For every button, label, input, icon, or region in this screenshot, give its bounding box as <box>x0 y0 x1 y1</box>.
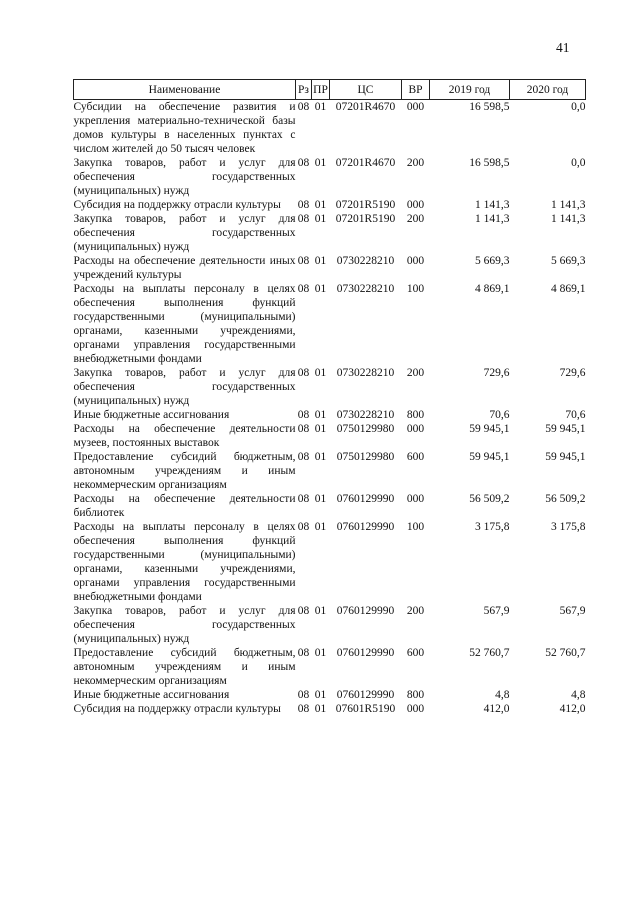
row-cs: 0760129990 <box>336 689 395 701</box>
row-rz: 08 <box>297 213 310 225</box>
row-2019: 52 760,7 <box>469 647 510 659</box>
row-name: Расходы на обеспечение деятельности иных учреждений культуры <box>73 255 296 281</box>
row-pr: 01 <box>314 493 327 505</box>
row-name: Расходы на обеспечение деятельности музеев, постоянных выставок <box>73 423 296 449</box>
row-2020: 3 175,8 <box>551 521 586 533</box>
row-name: Закупка товаров, работ и услуг для обеспечения государственных (муниципальных) нужд <box>73 157 296 197</box>
row-2020: 1 141,3 <box>551 199 586 211</box>
row-pr: 01 <box>314 157 327 169</box>
table-row <box>74 408 586 422</box>
header-pr: ПР <box>312 80 330 100</box>
row-2019: 1 141,3 <box>475 213 510 225</box>
row-rz: 08 <box>297 647 310 659</box>
table-row <box>74 492 586 520</box>
table-row <box>74 366 586 408</box>
table-row <box>74 688 586 702</box>
table-row <box>74 198 586 212</box>
row-vr: 800 <box>406 689 425 701</box>
row-name: Предоставление субсидий бюджетным, автономным учреждениям и иным некоммерческим организациям <box>73 647 296 687</box>
row-cs: 07201R4670 <box>335 101 396 113</box>
row-2019: 1 141,3 <box>475 199 510 211</box>
row-cs: 0730228210 <box>336 367 395 379</box>
row-2020: 4 869,1 <box>551 283 586 295</box>
row-2020: 52 760,7 <box>545 647 586 659</box>
row-cs: 0760129990 <box>336 605 395 617</box>
row-pr: 01 <box>314 521 327 533</box>
row-name: Закупка товаров, работ и услуг для обеспечения государственных (муниципальных) нужд <box>73 213 296 253</box>
row-rz: 08 <box>297 703 310 715</box>
table-row <box>74 282 586 366</box>
row-2019: 412,0 <box>483 703 510 715</box>
table-row <box>74 100 586 157</box>
row-name: Предоставление субсидий бюджетным, автономным учреждениям и иным некоммерческим организациям <box>73 451 296 491</box>
row-vr: 100 <box>406 283 425 295</box>
table-row <box>74 702 586 716</box>
row-2020: 5 669,3 <box>551 255 586 267</box>
row-2020: 1 141,3 <box>551 213 586 225</box>
row-2019: 5 669,3 <box>475 255 510 267</box>
row-pr: 01 <box>314 199 327 211</box>
row-rz: 08 <box>297 423 310 435</box>
table-row <box>74 520 586 604</box>
row-cs: 0730228210 <box>336 409 395 421</box>
header-name: Наименование <box>74 80 296 100</box>
row-2019: 16 598,5 <box>469 157 510 169</box>
row-vr: 200 <box>406 157 425 169</box>
row-2019: 56 509,2 <box>469 493 510 505</box>
row-vr: 000 <box>406 255 425 267</box>
row-rz: 08 <box>297 451 310 463</box>
row-2019: 16 598,5 <box>469 101 510 113</box>
row-2020: 0,0 <box>571 101 586 113</box>
row-cs: 0750129980 <box>336 423 395 435</box>
header-vr: ВР <box>402 80 430 100</box>
row-2019: 70,6 <box>489 409 510 421</box>
row-2020: 729,6 <box>559 367 586 379</box>
row-name: Расходы на выплаты персоналу в целях обеспечения выполнения функций государственными (муниципальными) органами, казенными учреждениями, органами управления государственными внебюджетными фондами <box>73 283 296 365</box>
row-vr: 200 <box>406 605 425 617</box>
row-pr: 01 <box>314 213 327 225</box>
row-2019: 4 869,1 <box>475 283 510 295</box>
row-pr: 01 <box>314 367 327 379</box>
row-2020: 412,0 <box>559 703 586 715</box>
row-cs: 0760129990 <box>336 647 395 659</box>
row-2020: 70,6 <box>565 409 586 421</box>
row-vr: 800 <box>406 409 425 421</box>
row-2020: 59 945,1 <box>545 423 586 435</box>
row-2019: 59 945,1 <box>469 423 510 435</box>
row-name: Субсидии на обеспечение развития и укрепления материально-технической базы домов культуры в населенных пунктах с числом жителей до 50 тысяч человек <box>73 101 296 155</box>
row-cs: 07201R5190 <box>335 213 396 225</box>
row-name: Закупка товаров, работ и услуг для обеспечения государственных (муниципальных) нужд <box>73 367 296 407</box>
table-header-row <box>74 80 586 100</box>
row-2019: 4,8 <box>495 689 510 701</box>
row-2020: 4,8 <box>571 689 586 701</box>
row-cs: 07201R4670 <box>335 157 396 169</box>
row-name: Иные бюджетные ассигнования <box>73 409 230 421</box>
header-2019: 2019 год <box>430 80 510 100</box>
row-vr: 000 <box>406 493 425 505</box>
row-pr: 01 <box>314 283 327 295</box>
row-rz: 08 <box>297 493 310 505</box>
row-2019: 567,9 <box>483 605 510 617</box>
row-vr: 200 <box>406 367 425 379</box>
row-2019: 729,6 <box>483 367 510 379</box>
table-row <box>74 254 586 282</box>
row-2019: 3 175,8 <box>475 521 510 533</box>
header-2020: 2020 год <box>510 80 586 100</box>
row-vr: 600 <box>406 451 425 463</box>
table-row <box>74 212 586 254</box>
row-cs: 07601R5190 <box>335 703 396 715</box>
row-name: Субсидия на поддержку отрасли культуры <box>73 199 281 211</box>
header-cs: ЦС <box>330 80 402 100</box>
row-rz: 08 <box>297 255 310 267</box>
row-pr: 01 <box>314 423 327 435</box>
table-row <box>74 646 586 688</box>
row-name: Закупка товаров, работ и услуг для обеспечения государственных (муниципальных) нужд <box>73 605 296 645</box>
row-rz: 08 <box>297 689 310 701</box>
table-row <box>74 422 586 450</box>
row-cs: 0730228210 <box>336 255 395 267</box>
row-2020: 567,9 <box>559 605 586 617</box>
row-name: Расходы на обеспечение деятельности библиотек <box>73 493 296 519</box>
budget-table <box>73 79 586 716</box>
row-pr: 01 <box>314 605 327 617</box>
row-2020: 59 945,1 <box>545 451 586 463</box>
table-row <box>74 156 586 198</box>
row-pr: 01 <box>314 689 327 701</box>
row-vr: 000 <box>406 423 425 435</box>
row-2019: 59 945,1 <box>469 451 510 463</box>
row-rz: 08 <box>297 367 310 379</box>
row-vr: 600 <box>406 647 425 659</box>
row-vr: 000 <box>406 703 425 715</box>
row-rz: 08 <box>297 199 310 211</box>
row-rz: 08 <box>297 409 310 421</box>
row-2020: 56 509,2 <box>545 493 586 505</box>
row-vr: 000 <box>406 101 425 113</box>
row-pr: 01 <box>314 451 327 463</box>
row-pr: 01 <box>314 255 327 267</box>
table-body <box>74 100 586 717</box>
table-row <box>74 450 586 492</box>
row-cs: 0730228210 <box>336 283 395 295</box>
row-rz: 08 <box>297 283 310 295</box>
row-rz: 08 <box>297 101 310 113</box>
row-2020: 0,0 <box>571 157 586 169</box>
row-name: Иные бюджетные ассигнования <box>73 689 230 701</box>
row-pr: 01 <box>314 101 327 113</box>
row-pr: 01 <box>314 703 327 715</box>
row-name: Расходы на выплаты персоналу в целях обеспечения выполнения функций государственными (муниципальными) органами, казенными учреждениями, органами управления государственными внебюджетными фондами <box>73 521 296 603</box>
header-rz: Рз <box>296 80 312 100</box>
row-cs: 0760129990 <box>336 493 395 505</box>
table-row <box>74 604 586 646</box>
row-cs: 07201R5190 <box>335 199 396 211</box>
row-vr: 200 <box>406 213 425 225</box>
page-number: 41 <box>556 40 570 55</box>
row-rz: 08 <box>297 521 310 533</box>
row-name: Субсидия на поддержку отрасли культуры <box>73 703 281 715</box>
row-cs: 0750129980 <box>336 451 395 463</box>
row-pr: 01 <box>314 647 327 659</box>
row-rz: 08 <box>297 605 310 617</box>
row-rz: 08 <box>297 157 310 169</box>
row-vr: 000 <box>406 199 425 211</box>
row-vr: 100 <box>406 521 425 533</box>
row-cs: 0760129990 <box>336 521 395 533</box>
row-pr: 01 <box>314 409 327 421</box>
